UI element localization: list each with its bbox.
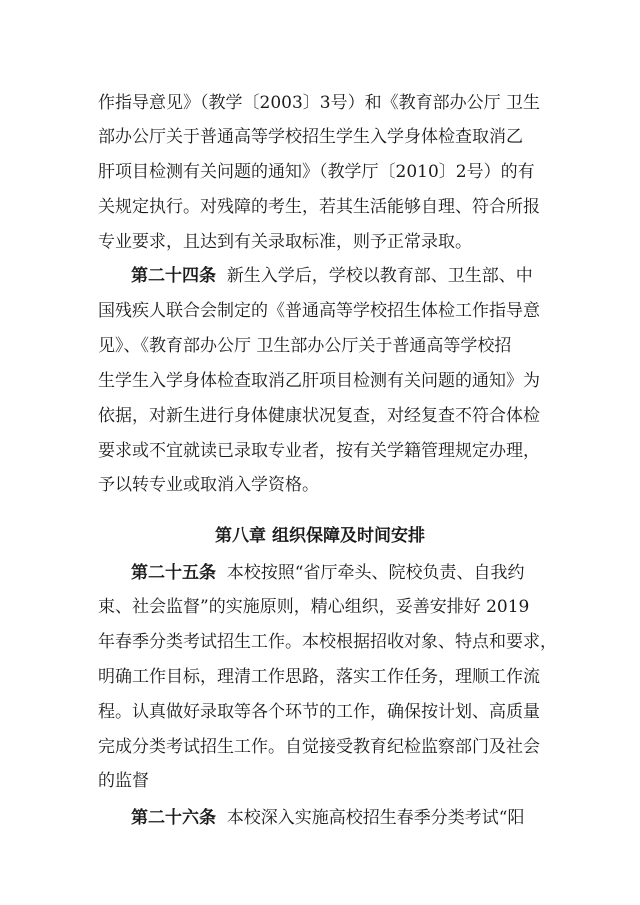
- article-26-text: 本校深入实施高校招生春季分类考试“阳: [226, 808, 525, 828]
- text-line: 要求或不宜就读已录取专业者，按有关学籍管理规定办理，: [98, 441, 540, 461]
- text-line: 程。认真做好录取等各个环节的工作，确保按计划、高质量: [98, 702, 540, 722]
- text-line: 作指导意见》（教学〔2003〕3号）和《教育部办公厅 卫生: [98, 93, 540, 113]
- text-line: 生学生入学身体检查取消乙肝项目检测有关问题的通知》为: [98, 371, 540, 391]
- article-25-text: 本校按照“省厅牵头、院校负责、自我约: [226, 563, 525, 583]
- text-line: 见》、《教育部办公厅 卫生部办公厅关于普通高等学校招: [98, 336, 512, 356]
- text-line: 依据，对新生进行身体健康状况复查，对经复查不符合体检: [98, 406, 540, 426]
- article-26-first-line: [131, 807, 525, 829]
- article-26-label: 第二十六条: [131, 808, 216, 828]
- article-24-label: 第二十四条: [131, 266, 216, 286]
- text-line: 年春季分类考试招生工作。本校根据招收对象、特点和要求，: [98, 632, 557, 652]
- article-25-label: 第二十五条: [131, 563, 216, 583]
- chapter-heading: 第八章 组织保障及时间安排: [215, 526, 425, 546]
- text-line: 部办公厅关于普通高等学校招生学生入学身体检查取消乙: [98, 127, 523, 147]
- text-line: 完成分类考试招生工作。自觉接受教育纪检监察部门及社会: [98, 737, 540, 757]
- text-line: 肝项目检测有关问题的通知》（教学厅〔2010〕2号）的有: [98, 162, 535, 182]
- text-line: 专业要求，且达到有关录取标准，则予正常录取。: [98, 232, 472, 252]
- article-25-first-line: [131, 562, 525, 584]
- article-24-text: 新生入学后，学校以教育部、卫生部、中: [226, 266, 533, 286]
- article-24-first-line: [131, 265, 533, 287]
- text-line: 关规定执行。对残障的考生，若其生活能够自理、符合所报: [98, 197, 540, 217]
- text-line: 的监督: [98, 771, 149, 791]
- text-line: 束、社会监督”的实施原则，精心组织，妥善安排好 2019: [98, 597, 530, 617]
- text-line: 明确工作目标，理清工作思路，落实工作任务，理顺工作流: [98, 667, 540, 687]
- text-line: 予以转专业或取消入学资格。: [98, 475, 319, 495]
- text-line: 国残疾人联合会制定的《普通高等学校招生体检工作指导意: [98, 301, 540, 321]
